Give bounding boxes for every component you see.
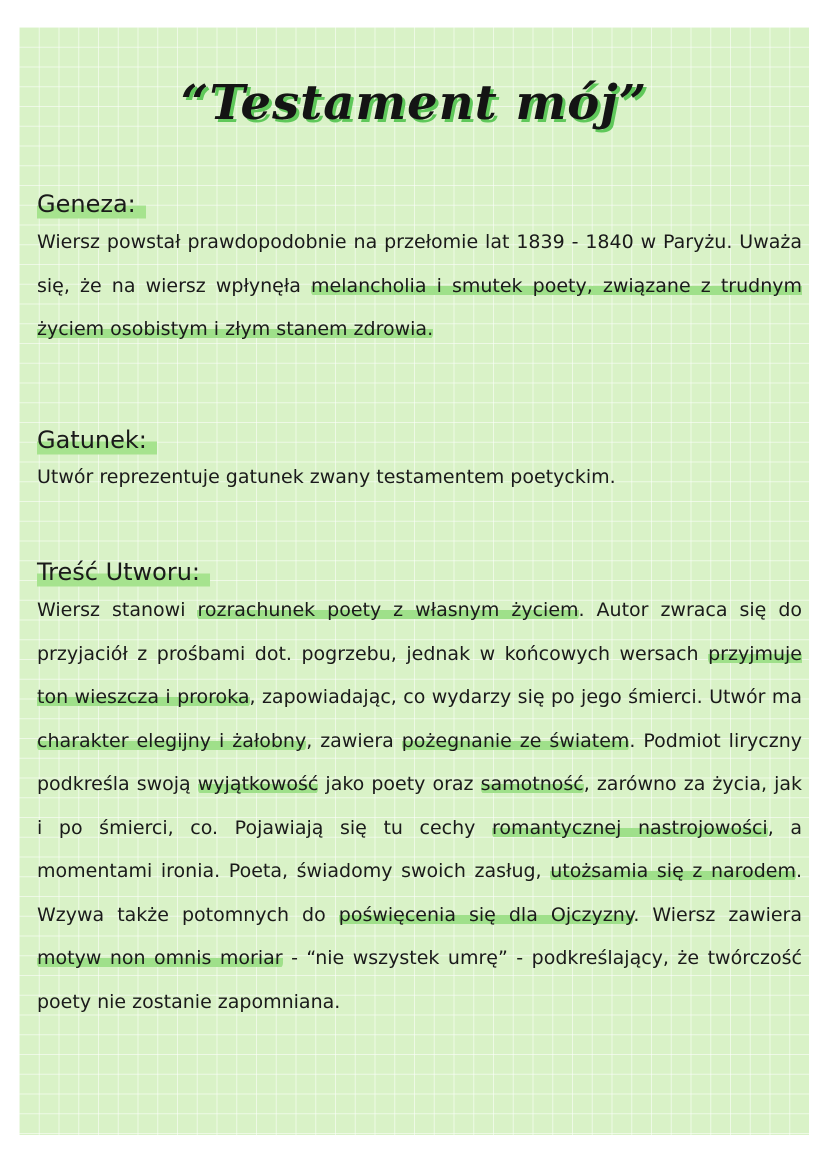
text-run: . Wiersz zawiera	[633, 903, 803, 926]
note-page	[19, 27, 809, 1135]
text-run: , a momentami ironia. Poeta, świadomy swoich zasług,	[37, 816, 802, 882]
section-heading-tresc: Treść Utworu:	[37, 555, 210, 589]
highlight-run: wyjątkowość	[197, 773, 319, 795]
highlight-run: samotność	[480, 773, 584, 795]
text-run: Wiersz stanowi	[37, 599, 198, 621]
text-run: jako poety oraz	[318, 773, 481, 795]
page-title: “Testament mój”	[180, 75, 648, 131]
text-run: Wiersz powstał prawdopodobnie na przełomie lat 1839 - 1840 w Paryżu. Uważa się, że na wiersz wpłynęła	[37, 231, 802, 297]
highlight-run: utożsamia się z narodem	[550, 860, 796, 882]
highlight-run: melancholia i smutek poety, związane z trudnym życiem osobistym i złym stanem zdrowia.	[37, 274, 802, 340]
text-run: , zarówno za życia, jak i po śmierci, co. Pojawiają się tu cechy	[37, 773, 802, 839]
section-heading-gatunek: Gatunek:	[37, 423, 157, 457]
section-text-gatunek: Utwór reprezentuje gatunek zwany testamentem poetyckim.	[37, 466, 616, 488]
text-run: . Autor zwraca się do przyjaciół z prośbami dot. pogrzebu, jednak w końcowych wersach	[37, 599, 803, 665]
highlight-run: poświęcenia się dla Ojczyzny	[338, 903, 634, 926]
section-tresc	[37, 555, 802, 1024]
highlight-run: romantycznej nastrojowości	[492, 816, 768, 839]
highlight-run: motyw non omnis moriar	[37, 947, 283, 969]
text-run: , zawiera	[306, 729, 402, 752]
text-run: - “nie wszystek umrę” - podkreślający, że twórczość poety nie zostanie zapomniana.	[37, 947, 802, 1013]
section-gatunek	[37, 423, 802, 497]
section-heading-geneza: Geneza:	[37, 187, 146, 221]
text-run: , zapowiadając, co wydarzy się po jego śmierci. Utwór ma	[249, 686, 802, 708]
highlight-run: przyjmuje ton wieszcza i proroka	[37, 642, 802, 708]
text-run: . Podmiot liryczny podkreśla swoją	[37, 729, 802, 795]
section-text-geneza	[37, 221, 802, 352]
text-run: . Wzywa także potomnych do	[37, 860, 803, 926]
highlight-run: rozrachunek poety z własnym życiem	[197, 599, 579, 621]
section-text-tresc	[37, 589, 802, 1024]
highlight-run: charakter elegijny i żałobny	[37, 729, 307, 752]
highlight-run: pożegnanie ze światem	[401, 729, 630, 752]
section-geneza	[37, 187, 802, 352]
